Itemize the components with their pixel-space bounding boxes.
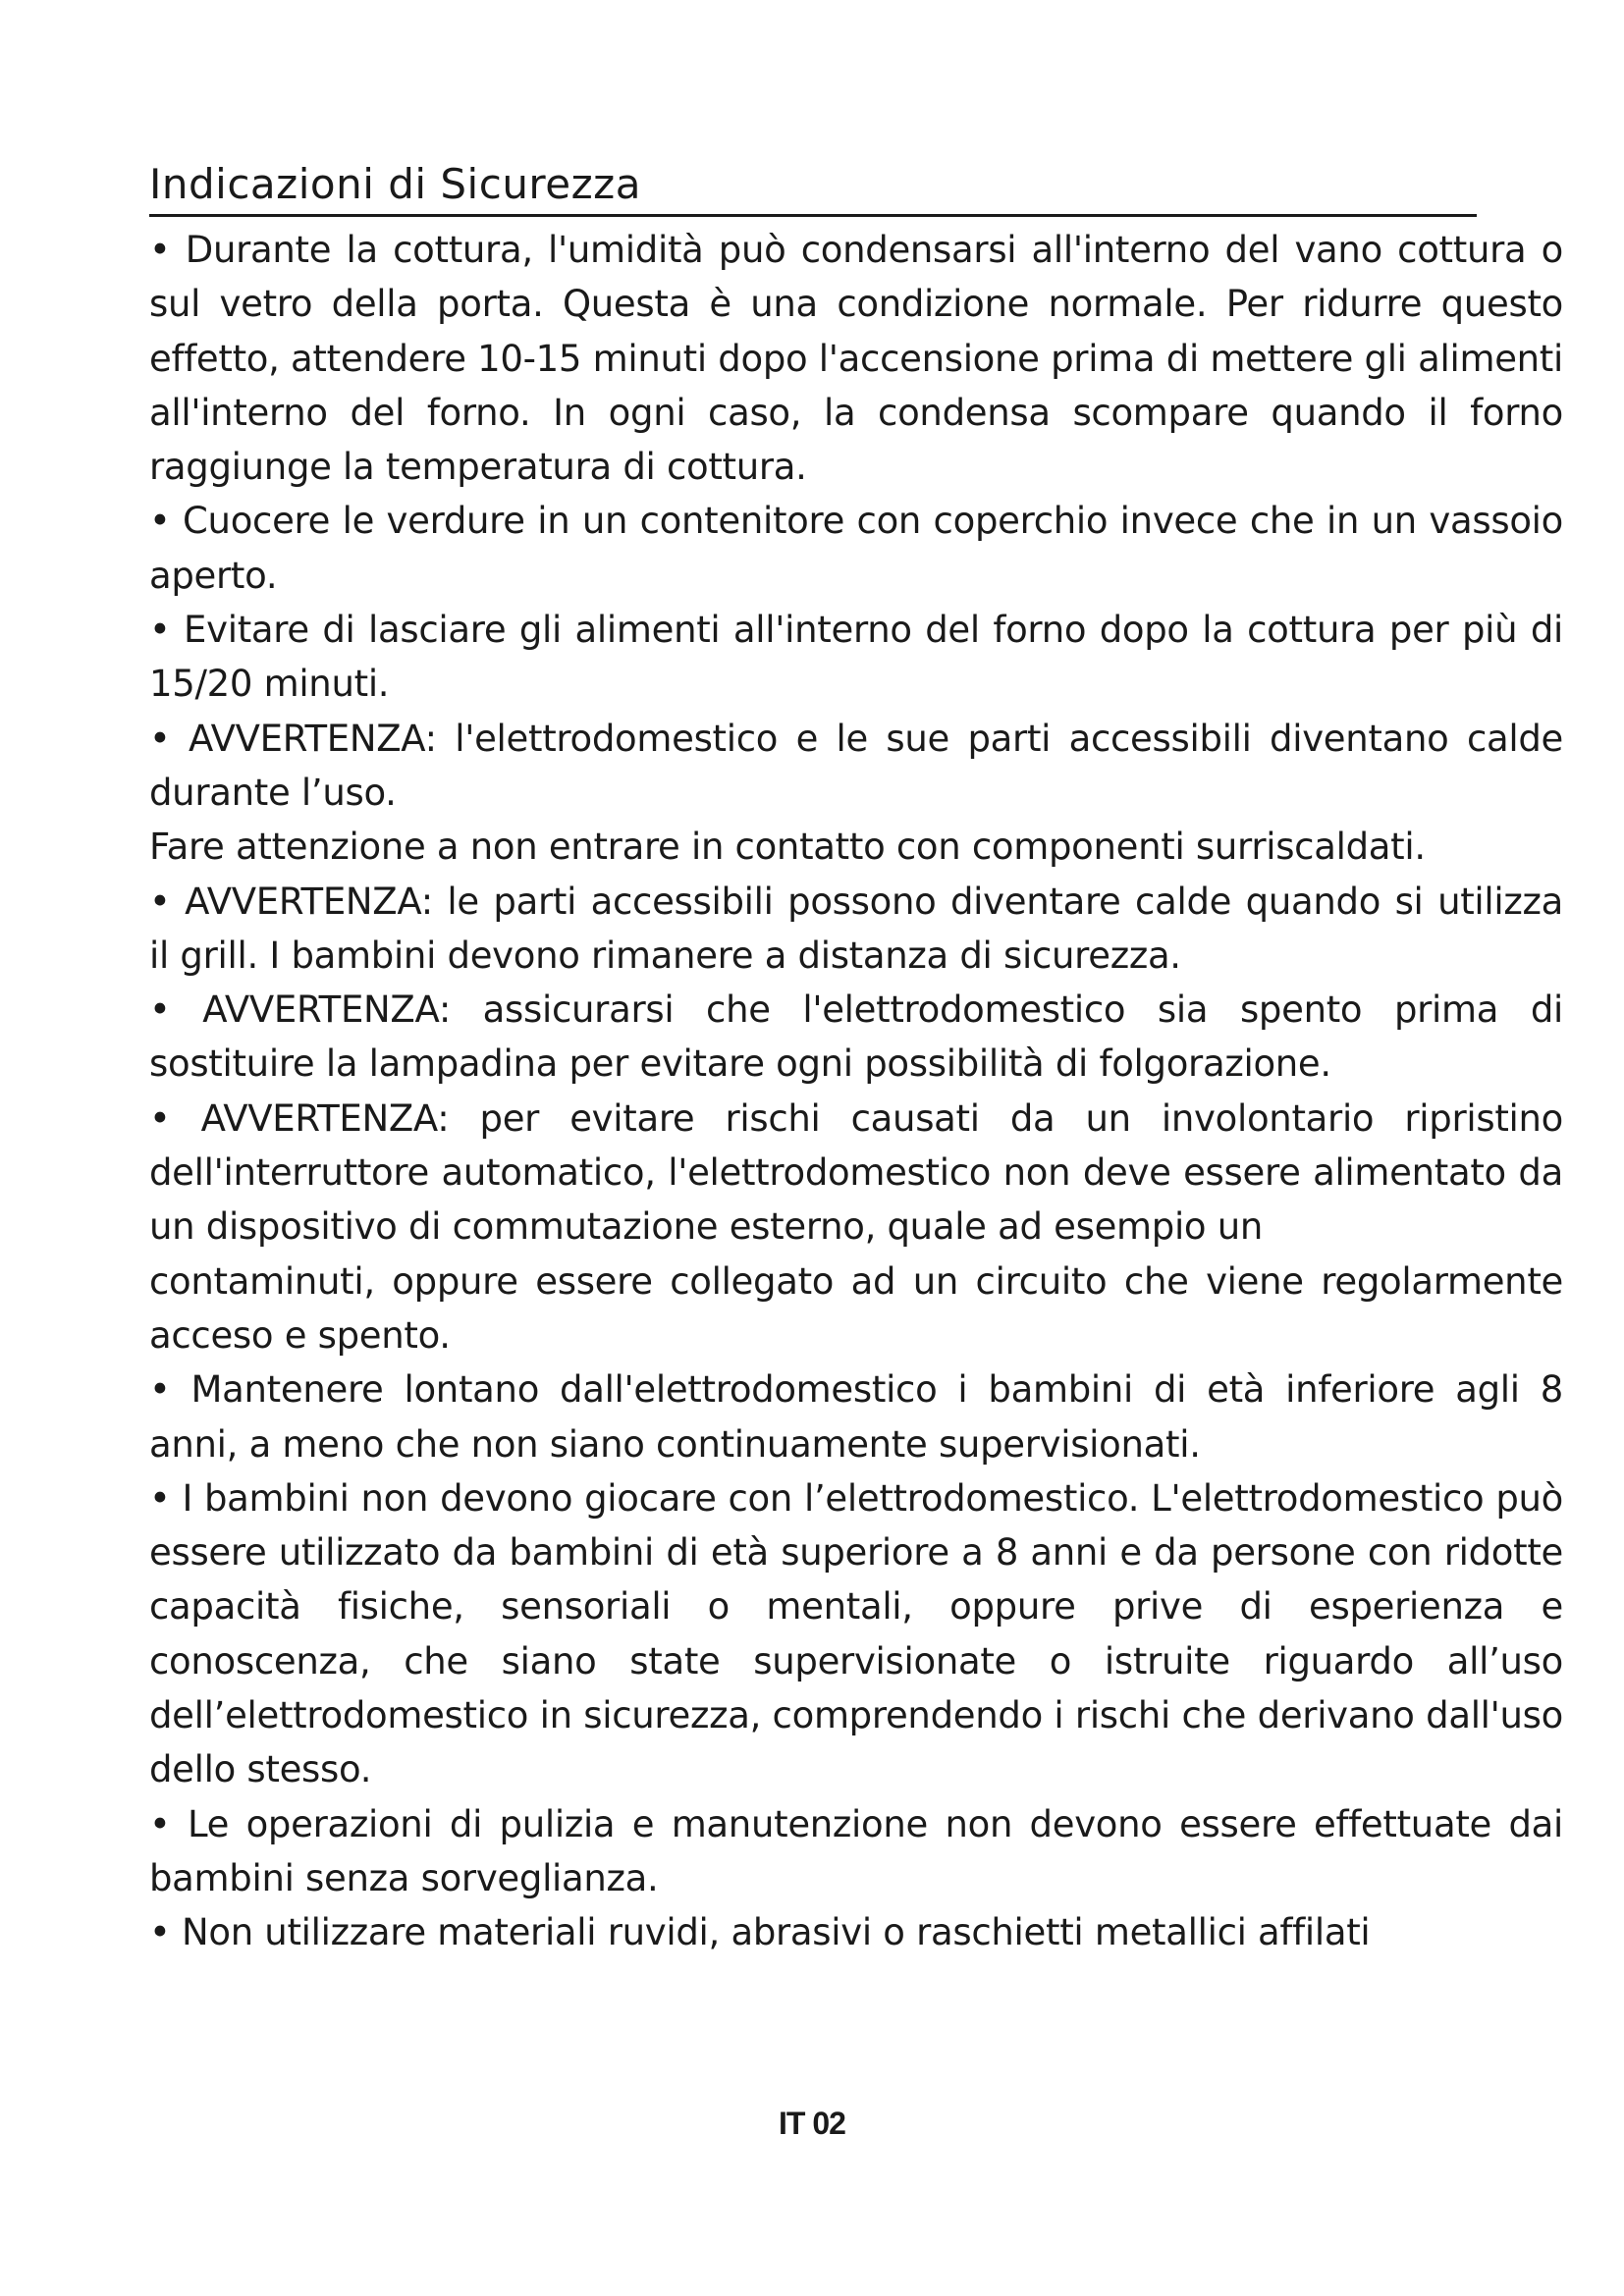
section-title: Indicazioni di Sicurezza: [149, 160, 641, 208]
paragraph-children-age: • Mantenere lontano dall'elettrodomestico i bambini di età inferiore agli 8 anni, a meno che non siano continuamente supervisionati.: [149, 1368, 1563, 1466]
paragraph-warning-breaker: • AVVERTENZA: per evitare rischi causati da un involontario ripristino dell'interruttore automatico, l'elettrodomestico non deve essere alimentato da un dispositivo di commutazione esterno, quale ad esempio un: [149, 1096, 1563, 1249]
page-number: IT 02: [779, 2106, 845, 2141]
paragraph-avoid-contact: Fare attenzione a non entrare in contatto con componenti surriscaldati.: [149, 826, 1426, 869]
document-page: [149, 157, 1563, 1960]
paragraph-leaving-food: • Evitare di lasciare gli alimenti all'interno del forno dopo la cottura per più di 15/20 minuti.: [149, 609, 1563, 706]
paragraph-warning-lamp: • AVVERTENZA: assicurarsi che l'elettrodomestico sia spento prima di sostituire la lampadina per evitare ogni possibilità di folgorazione.: [149, 988, 1563, 1086]
paragraph-warning-grill: • AVVERTENZA: le parti accessibili possono diventare calde quando si utilizza il grill. I bambini devono rimanere a distanza di sicurezza.: [149, 880, 1563, 977]
paragraph-warning-hot-parts: • AVVERTENZA: l'elettrodomestico e le sue parti accessibili diventano calde durante l’uso.: [149, 717, 1563, 814]
section-header: [149, 157, 1477, 217]
paragraph-condensation: • Durante la cottura, l'umidità può condensarsi all'interno del vano cottura o sul vetro della porta. Questa è una condizione normale. Per ridurre questo effetto, attendere 10-15 minuti dopo l'accensione prima di mettere gli alimenti all'interno del forno. In ogni caso, la condensa scompare quando il forno raggiunge la temperatura di cottura.: [149, 229, 1563, 489]
safety-instructions: [149, 223, 1563, 1960]
paragraph-cleaning: • Le operazioni di pulizia e manutenzione non devono essere effettuate dai bambini senza sorveglianza.: [149, 1802, 1563, 1899]
paragraph-children-play: • I bambini non devono giocare con l’elettrodomestico. L'elettrodomestico può essere utilizzato da bambini di età superiore a 8 anni e da persone con ridotte capacità fisiche, sensoriali o mentali, oppure prive di esperienza e conoscenza, che siano state supervisionate o istruite riguardo all’uso dell’elettrodomestico in sicurezza, comprendendo i rischi che derivano dall'uso dello stesso.: [149, 1476, 1563, 1791]
paragraph-vegetables: • Cuocere le verdure in un contenitore con coperchio invece che in un vassoio aperto.: [149, 500, 1563, 597]
paragraph-abrasives: • Non utilizzare materiali ruvidi, abrasivi o raschietti metallici affilati: [149, 1911, 1371, 1954]
paragraph-timer: contaminuti, oppure essere collegato ad un circuito che viene regolarmente acceso e spento.: [149, 1259, 1563, 1357]
